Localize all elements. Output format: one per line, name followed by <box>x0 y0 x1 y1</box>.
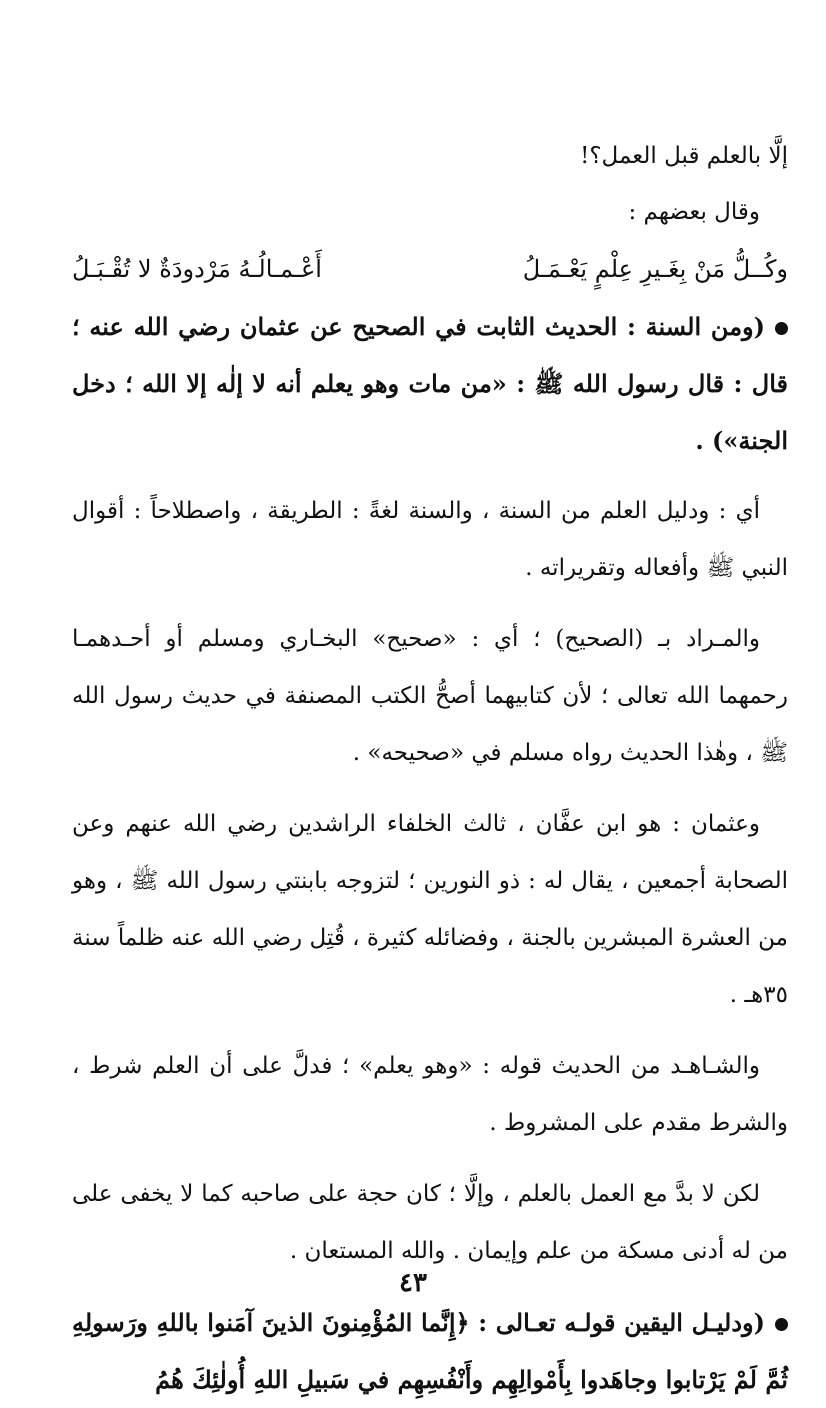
poem-verse <box>72 240 788 298</box>
verse-first-hemistich: وكُــلُّ مَنْ بِغَـيرِ عِلْمٍ يَعْـمَـلُ <box>522 255 788 283</box>
paragraph-uthman: وعثمان : هو ابن عفَّان ، ثالث الخلفاء الراشدين رضي الله عنهم وعن الصحابة أجمعين ، يقال له : ذو النورين ؛ لتزوجه بابنتي رسول الله ﷺ ، وهو من العشرة المبشرين بالجنة ، وفضائله كثيرة ، قُتِل رضي الله عنه ظلماً سنة ٣٥هـ . <box>72 811 788 1008</box>
paragraph-sunnah-hadith-text: (ومن السنة : الحديث الثابت في الصحيح عن عثمان رضي الله عنه ؛ قال : قال رسول الله ﷺ : «من مات وهو يعلم أنه لا إلٰه إلا الله ؛ دخل الجنة») . <box>72 312 788 455</box>
paragraph-certainty-evidence-text: (ودليـل اليقين قولـه تعـالى : ﴿إِنَّما المُؤْمِنونَ الذينَ آمَنوا باللهِ ورَسولِهِ ثُمَّ لَمْ يَرْتابوا وجاهَدوا بِأَمْوالِهِم وأَنْفُسِهِم في سَبيلِ اللهِ أُولٰئِكَ هُمُ <box>72 1308 788 1394</box>
paragraph-certainty-evidence <box>72 1294 788 1408</box>
bullet-icon <box>775 1318 788 1331</box>
paragraph-sahih-meaning: والمـراد بـ (الصحيح) ؛ أي : «صحيح» البخـاري ومسلم أو أحـدهمـا رحمهما الله تعالى ؛ لأن كتابيهما أصحُّ الكتب المصنفة في حديث رسول الله ﷺ ، وهٰذا الحديث رواه مسلم في «صحيحه» . <box>72 626 788 766</box>
verse-second-hemistich: أَعْـمـالُـهُ مَرْدودَةٌ لا تُقْـبَـلُ <box>72 255 322 283</box>
paragraph-sunnah-definition: أي : ودليل العلم من السنة ، والسنة لغةً : الطريقة ، واصطلاحاً : أقوال النبي ﷺ وأفعاله وتقريراته . <box>72 498 788 581</box>
text-line-2: وقال بعضهم : <box>628 199 760 225</box>
paragraph-knowledge-action: لكن لا بدَّ مع العمل بالعلم ، وإلَّا ؛ كان حجة على صاحبه كما لا يخفى على من له أدنى مسكة من علم وإيمان . والله المستعان . <box>72 1181 788 1264</box>
text-line-1: إلَّا بالعلم قبل العمل؟! <box>580 143 788 169</box>
page-number: ٤٣ <box>399 1268 427 1298</box>
bullet-icon <box>775 322 788 335</box>
paragraph-sunnah-hadith <box>72 298 788 469</box>
page-body <box>72 128 788 1408</box>
paragraph-evidence: والشـاهـد من الحديث قوله : «وهو يعلم» ؛ فدلَّ على أن العلم شرط ، والشرط مقدم على المشروط . <box>72 1053 788 1136</box>
